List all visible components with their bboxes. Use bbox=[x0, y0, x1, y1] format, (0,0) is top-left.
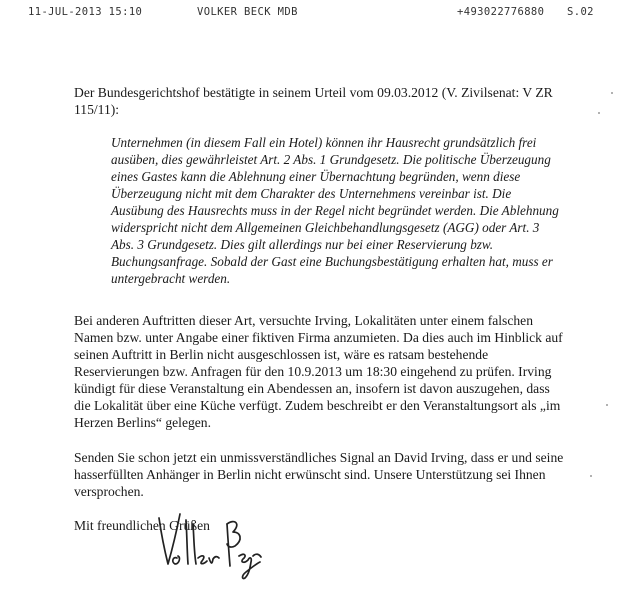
fax-header bbox=[0, 6, 640, 22]
appeal-paragraph: Senden Sie schon jetzt ein unmissverständliches Signal an David Irving, dass er und seine hasserfüllten Anhänger in Berlin nicht erwünscht sind. Unsere Unterstützung sei Ihnen versprochen. bbox=[74, 450, 564, 499]
scan-speck bbox=[611, 92, 613, 94]
closing-salutation: Mit freundlichen Grüßen bbox=[74, 518, 210, 533]
court-ruling-quote: Unternehmen (in diesem Fall ein Hotel) können ihr Hausrecht grundsätzlich frei ausüben, dies gewährleistet Art. 2 Abs. 1 Grundgesetz. Die politische Überzeugung eines Gastes kann die Ablehnung einer Übernachtung begründen, wenn diese Überzeugung nicht mit dem Charakter des Unternehmens vereinbar ist. Die Ausübung des Hausrechts muss in der Regel nicht begründet werden. Die Ablehnung widerspricht nicht dem Allgemeinen Gleichbehandlungsgesetz (AGG) oder Art. 3 Abs. 3 Grundgesetz. Dies gilt allerdings nur bei einer Reservierung bzw. Buchungsanfrage. Sobald der Gast eine Buchungsbestätigung erhalten hat, muss er untergebracht werden. bbox=[111, 135, 559, 286]
intro-paragraph: Der Bundesgerichtshof bestätigte in seinem Urteil vom 09.03.2012 (V. Zivilsenat: V ZR 115/11): bbox=[74, 85, 553, 117]
letter-body bbox=[74, 84, 564, 534]
irving-paragraph: Bei anderen Auftritten dieser Art, versuchte Irving, Lokalitäten unter einem falschen Namen bzw. unter Angabe einer fiktiven Firma anzumieten. Da dies auch im Hinblick auf seinen Auftritt in Berlin nicht ausgeschlossen ist, wäre es ratsam bestehende Reservierungen bzw. Anfragen für den 10.9.2013 um 18:30 eingehend zu prüfen. Irving kündigt für diese Veranstaltung ein Abendessen an, insofern ist davon auszugehen, dass die Lokalität über eine Küche verfügt. Zudem beschreibt er den Veranstaltungsort als „im Herzen Berlins“ gelegen. bbox=[74, 313, 563, 430]
scan-speck bbox=[598, 112, 600, 114]
scan-speck bbox=[606, 404, 608, 406]
fax-page-number: S.02 bbox=[567, 6, 594, 18]
fax-datetime: 11-JUL-2013 15:10 bbox=[28, 6, 143, 18]
fax-sender: VOLKER BECK MDB bbox=[197, 6, 298, 18]
scan-speck bbox=[590, 475, 592, 477]
handwritten-signature bbox=[153, 506, 273, 582]
fax-phone-number: +493022776880 bbox=[457, 6, 545, 18]
